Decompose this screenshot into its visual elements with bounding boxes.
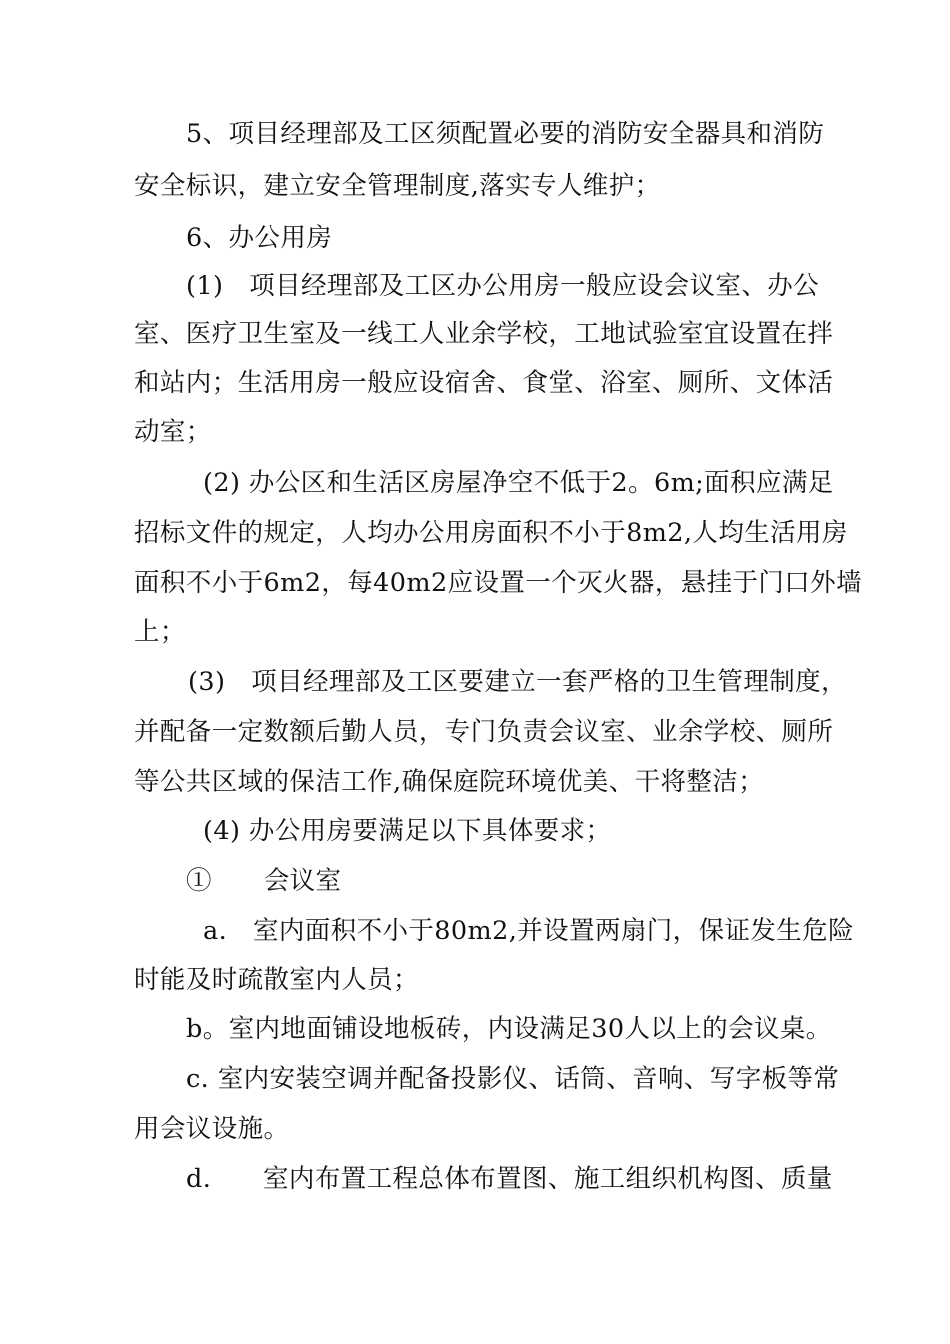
paragraph-line-13: 并配备一定数额后勤人员，专门负责会议室、业余学校、厕所	[134, 717, 834, 747]
paragraph-line-7: 动室；	[134, 417, 212, 447]
paragraph-line-21: 用会议设施。	[134, 1114, 290, 1144]
paragraph-line-19: b。室内地面铺设地板砖，内设满足30人以上的会议桌。	[186, 1014, 832, 1044]
paragraph-line-8: (2) 办公区和生活区房屋净空不低于2。6m;面积应满足	[203, 468, 834, 498]
paragraph-line-9: 招标文件的规定，人均办公用房面积不小于8m2,人均生活用房	[134, 518, 848, 548]
paragraph-line-2: 安全标识，建立安全管理制度,落实专人维护；	[134, 171, 661, 201]
paragraph-line-22: d. 室内布置工程总体布置图、施工组织机构图、质量	[186, 1164, 833, 1194]
paragraph-line-17: a. 室内面积不小于80m2,并设置两扇门，保证发生危险	[203, 916, 854, 946]
paragraph-line-12: (3) 项目经理部及工区要建立一套严格的卫生管理制度，	[188, 667, 847, 697]
paragraph-line-10: 面积不小于6m2，每40m2应设置一个灭火器，悬挂于门口外墙	[134, 568, 862, 598]
subheading-meeting-room: ① 会议室	[186, 866, 342, 896]
paragraph-line-11: 上；	[134, 617, 186, 647]
paragraph-line-5: 室、医疗卫生室及一线工人业余学校，工地试验室宜设置在拌	[134, 319, 834, 349]
paragraph-line-6: 和站内；生活用房一般应设宿舍、食堂、浴室、厕所、文体活	[134, 368, 834, 398]
paragraph-line-15: (4) 办公用房要满足以下具体要求；	[203, 816, 612, 846]
paragraph-line-1: 5、项目经理部及工区须配置必要的消防安全器具和消防	[186, 119, 825, 149]
paragraph-line-18: 时能及时疏散室内人员；	[134, 965, 419, 995]
section-heading-office: 6、办公用房	[186, 223, 333, 253]
paragraph-line-14: 等公共区域的保洁工作,确保庭院环境优美、干将整洁；	[134, 767, 765, 797]
paragraph-line-4: (1) 项目经理部及工区办公用房一般应设会议室、办公	[186, 271, 820, 301]
paragraph-line-20: c. 室内安装空调并配备投影仪、话筒、音响、写字板等常	[186, 1064, 840, 1094]
